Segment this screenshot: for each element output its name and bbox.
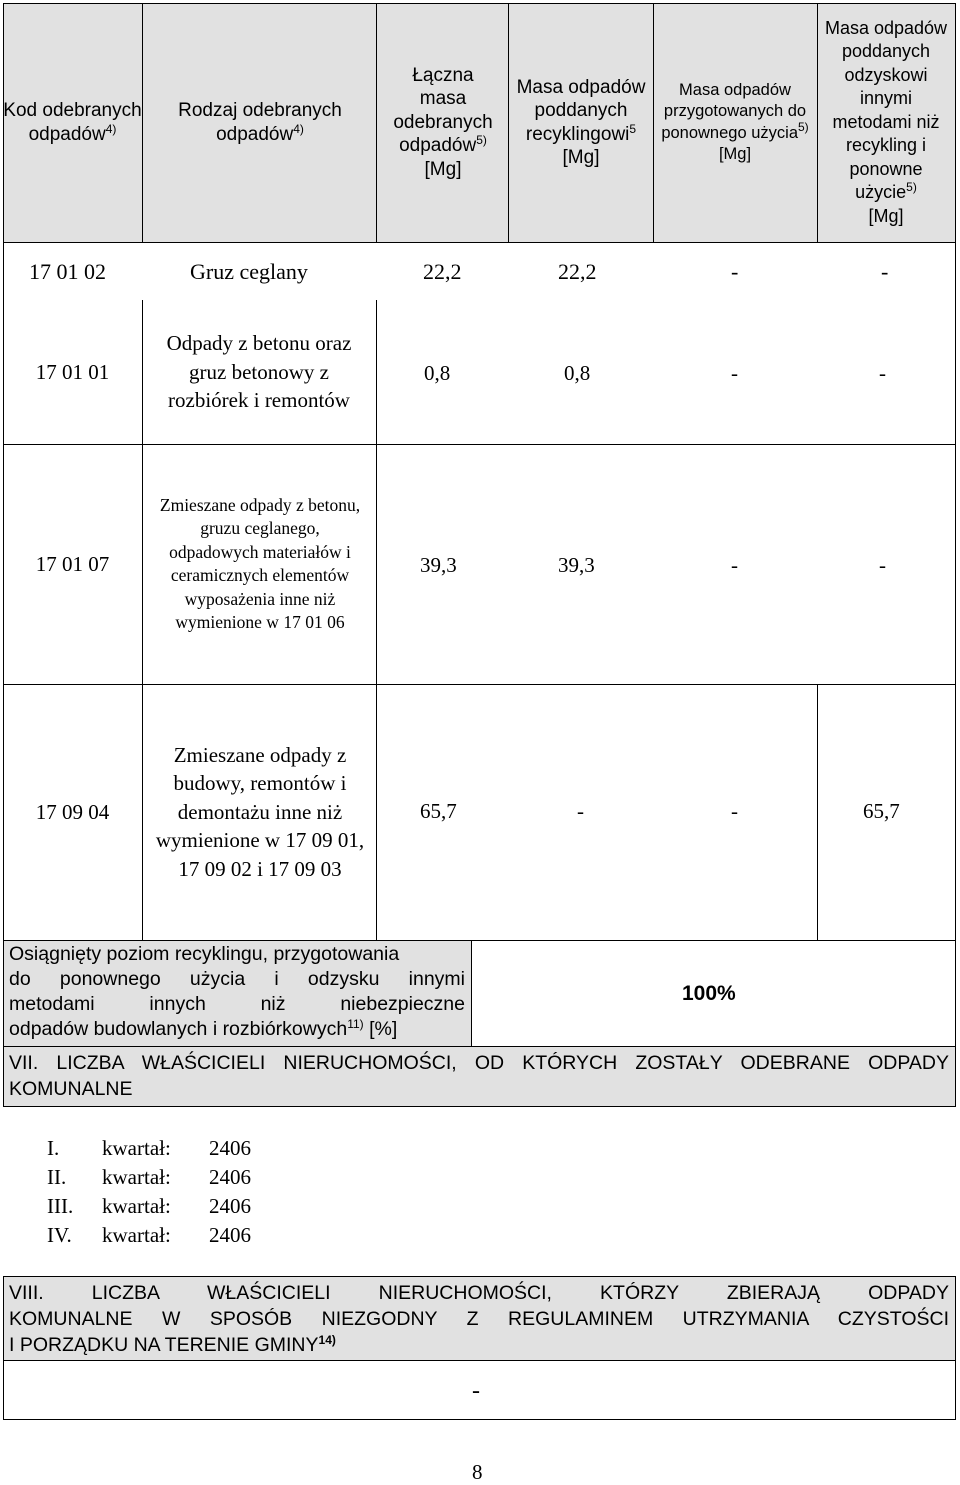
section8-title: VIII. LICZBA WŁAŚCICIELI NIERUCHOMOŚCI, KTÓRZY ZBIERAJĄ ODPADY KOMUNALNE W SPOSÓB NIEZGODNY Z REGULAMINEM UTRZYMANIA CZYSTOŚCI I PORZĄDKU NA TERENIE GMINY$^{14)}$ [9, 1282, 949, 1356]
waste-name: Odpady z betonu oraz gruz betonowy z rozbiórek i remontów [166, 331, 352, 413]
recycled-mass: 39,3 [558, 553, 595, 577]
header-recycled-mass: Masa odpadów poddanych recyklingowi$^5$ [Mg] [516, 76, 646, 168]
reuse-mass: - [731, 361, 738, 385]
recycled-mass: 22,2 [558, 259, 597, 284]
waste-name: Gruz ceglany [190, 259, 308, 284]
waste-code: 17 01 02 [29, 259, 106, 284]
waste-name: Zmieszane odpady z betonu, gruzu ceglanego, odpadowych materiałów i ceramicznych elementów wyposażenia inne niż wymienione w 17 01 06 [159, 494, 361, 632]
list-item: IV. kwartał: 2406 [47, 1223, 251, 1247]
total-mass: 39,3 [420, 553, 457, 577]
waste-code: 17 09 04 [35, 799, 110, 824]
header-waste-type: Rodzaj odebranych odpadów$^{4)}$ [178, 100, 342, 145]
reuse-mass: - [731, 553, 738, 577]
summary-label [9, 942, 465, 1044]
header-code: Kod odebranych odpadów$^{4)}$ [3, 100, 142, 145]
reuse-mass: - [731, 259, 739, 284]
waste-code: 17 01 07 [35, 551, 110, 576]
list-item: III. kwartał: 2406 [47, 1194, 251, 1218]
summary-label-line: do ponownego użycia i odzysku innymi [9, 968, 465, 990]
quarters-list [47, 1136, 347, 1252]
table-row [3, 242, 956, 300]
recycled-mass: 0,8 [564, 361, 591, 385]
other-mass: - [879, 361, 886, 385]
reuse-mass: - [731, 799, 738, 823]
summary-label-line: odpadów budowlanych i rozbiórkowych$^{11)}$ [%] [9, 1017, 398, 1040]
list-item: II. kwartał: 2406 [47, 1165, 251, 1189]
total-mass: 0,8 [424, 361, 451, 385]
header-total-mass: Łączna masa odebranych odpadów$^{5)}$ [Mg] [393, 64, 493, 180]
summary-value: 100% [682, 982, 736, 1005]
waste-code: 17 01 01 [35, 359, 110, 384]
page-number: 8 [472, 1460, 483, 1484]
section8-value: - [472, 1378, 480, 1404]
list-item: I. kwartał: 2406 [47, 1136, 251, 1160]
total-mass: 65,7 [420, 799, 457, 823]
summary-label-line: Osiągnięty poziom recyklingu, przygotowania [9, 943, 400, 965]
header-reuse-mass: Masa odpadów przygotowanych do ponownego użycia$^{5)}$ [Mg] [661, 80, 809, 163]
other-mass: - [881, 259, 889, 284]
other-mass: 65,7 [863, 799, 900, 823]
total-mass: 22,2 [423, 259, 462, 284]
section7-title: VII. LICZBA WŁAŚCICIELI NIERUCHOMOŚCI, OD KTÓRYCH ZOSTAŁY ODEBRANE ODPADY KOMUNALNE [9, 1052, 949, 1100]
other-mass: - [879, 553, 886, 577]
waste-name: Zmieszane odpady z budowy, remontów i demontażu inne niż wymienione w 17 09 01, 17 09 02 i 17 09 03 [155, 742, 365, 881]
summary-label-line: metodami innych niż niebezpieczne [9, 993, 465, 1015]
header-other-recovery-mass: Masa odpadów poddanych odzyskowi innymi metodami niż recykling i ponowne użycie$^{5)}$ [Mg] [824, 17, 948, 226]
recycled-mass: - [577, 799, 584, 823]
